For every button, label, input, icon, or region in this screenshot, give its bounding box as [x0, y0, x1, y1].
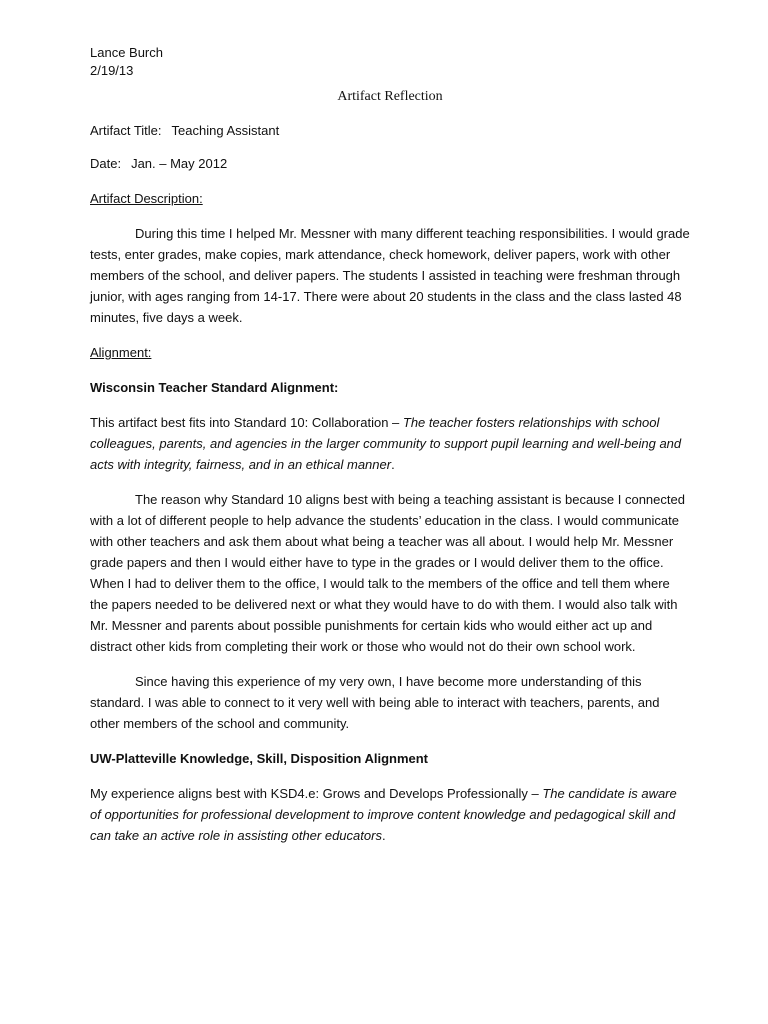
artifact-title-label: Artifact Title:	[90, 123, 162, 138]
wisconsin-standard-heading: Wisconsin Teacher Standard Alignment:	[90, 380, 339, 395]
document-body	[90, 44, 690, 846]
alignment-heading: Alignment:	[90, 345, 152, 360]
wisconsin-standard-end: .	[391, 457, 395, 472]
artifact-date-value: Jan. – May 2012	[131, 156, 228, 171]
uw-platteville-paragraph	[90, 783, 690, 846]
wisconsin-standard-quote: The teacher fosters relationships with school colleagues, parents, and agencies in the larger community to support pupil learning and well-being and acts with integrity, fairness, and in an ethical manner	[90, 415, 682, 472]
artifact-date-label: Date:	[90, 156, 122, 171]
artifact-date-field	[90, 153, 690, 174]
document-date: 2/19/13	[90, 63, 134, 78]
document-title: Artifact Reflection	[337, 89, 443, 104]
wisconsin-standard-paragraph	[90, 412, 690, 475]
uw-platteville-quote: The candidate is aware of opportunities for professional development to improve content knowledge and pedagogical skill and can take an active role in assisting other educators	[90, 786, 677, 843]
wisconsin-standard-intro: This artifact best fits into Standard 10: Collaboration –	[90, 415, 403, 430]
artifact-title-value: Teaching Assistant	[171, 123, 280, 138]
reflection-paragraph-1: The reason why Standard 10 aligns best with being a teaching assistant is because I connected with a lot of different people to help advance the students’ education in the class. I would communicate with other teachers and ask them about what being a teacher was all about. I would help Mr. Messner grade papers and then I would either have to type in the grades or I would deliver them to the office. When I had to deliver them to the office, I would talk to the members of the office and tell them where the papers needed to be delivered next or what they would have to do with them. I would also talk with Mr. Messner and parents about possible punishments for certain kids who would either act up and distract other kids from completing their work or those who would not do their own school work.	[90, 492, 685, 654]
uw-platteville-intro: My experience aligns best with KSD4.e: Grows and Develops Professionally –	[90, 786, 543, 801]
author-name: Lance Burch	[90, 45, 163, 60]
uw-platteville-heading: UW-Platteville Knowledge, Skill, Disposition Alignment	[90, 751, 429, 766]
description-heading: Artifact Description:	[90, 191, 203, 206]
reflection-paragraph-2: Since having this experience of my very own, I have become more understanding of this standard. I was able to connect to it very well with being able to interact with teachers, parents, and other members of the school and community.	[90, 674, 660, 731]
description-paragraph: During this time I helped Mr. Messner with many different teaching responsibilities. I would grade tests, enter grades, make copies, mark attendance, check homework, deliver papers, work with other members of the school, and deliver papers. The students I assisted in teaching were freshman through junior, with ages ranging from 14-17. There were about 20 students in the class and the class lasted 48 minutes, five days a week.	[90, 226, 690, 325]
artifact-title-field	[90, 120, 690, 141]
uw-platteville-end: .	[381, 828, 386, 843]
